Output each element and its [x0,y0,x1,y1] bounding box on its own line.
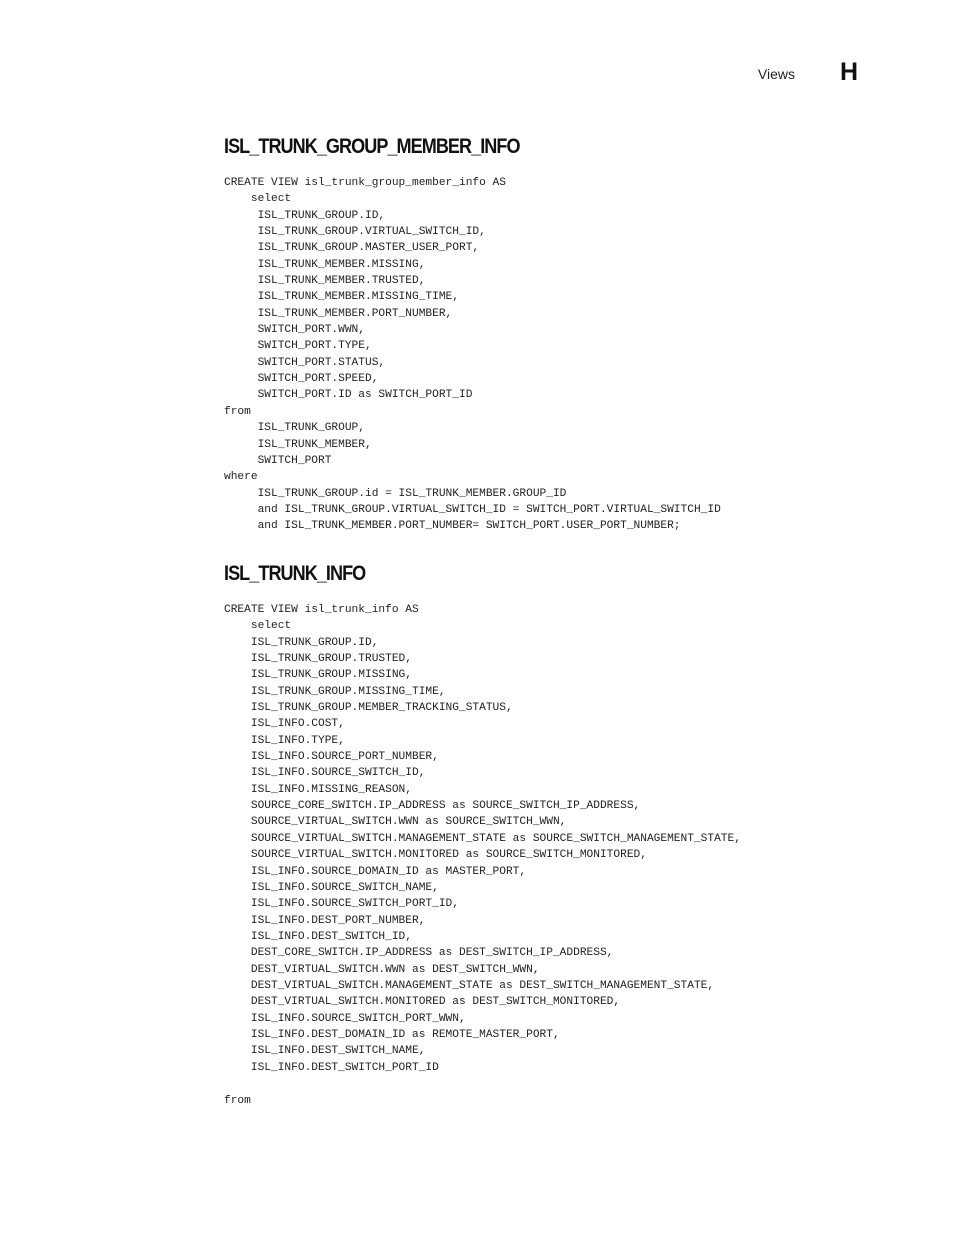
code-line: select [224,620,292,633]
code-line: SOURCE_VIRTUAL_SWITCH.MANAGEMENT_STATE as SOURCE_SWITCH_MANAGEMENT_STATE, [224,832,741,845]
code-line: SOURCE_VIRTUAL_SWITCH.WWN as SOURCE_SWITCH_WWN, [224,816,567,829]
code-line: ISL_TRUNK_MEMBER, [224,438,372,451]
code-line: DEST_VIRTUAL_SWITCH.WWN as DEST_SWITCH_WWN, [224,963,540,976]
code-line: ISL_INFO.MISSING_REASON, [224,783,412,796]
code-line: ISL_TRUNK_GROUP.TRUSTED, [224,653,412,666]
code-line: ISL_TRUNK_GROUP.MEMBER_TRACKING_STATUS, [224,702,513,715]
code-line: and ISL_TRUNK_GROUP.VIRTUAL_SWITCH_ID = SWITCH_PORT.VIRTUAL_SWITCH_ID [224,503,721,516]
code-line: SOURCE_VIRTUAL_SWITCH.MONITORED as SOURCE_SWITCH_MONITORED, [224,849,647,862]
code-line: ISL_INFO.DEST_DOMAIN_ID as REMOTE_MASTER_PORT, [224,1028,560,1041]
code-line: SWITCH_PORT.TYPE, [224,340,372,353]
code-line: and ISL_TRUNK_MEMBER.PORT_NUMBER= SWITCH_PORT.USER_PORT_NUMBER; [224,520,681,533]
code-line: DEST_VIRTUAL_SWITCH.MANAGEMENT_STATE as DEST_SWITCH_MANAGEMENT_STATE, [224,979,715,992]
code-line: ISL_INFO.SOURCE_SWITCH_PORT_ID, [224,898,459,911]
code-line: ISL_INFO.DEST_SWITCH_PORT_ID [224,1061,439,1074]
code-line: SWITCH_PORT.STATUS, [224,356,386,369]
code-line: ISL_INFO.SOURCE_DOMAIN_ID as MASTER_PORT, [224,865,527,878]
page-header [558,58,858,88]
code-line: ISL_INFO.DEST_SWITCH_NAME, [224,1045,426,1058]
section-heading-isl-trunk-group-member-info: ISL_TRUNK_GROUP_MEMBER_INFO [224,135,520,158]
code-line: ISL_INFO.SOURCE_SWITCH_NAME, [224,881,439,894]
code-line: ISL_INFO.SOURCE_SWITCH_PORT_WWN, [224,1012,466,1025]
section-heading-isl-trunk-info: ISL_TRUNK_INFO [224,562,366,585]
code-line: where [224,471,258,484]
code-line: ISL_TRUNK_GROUP.MISSING, [224,669,412,682]
code-line: SWITCH_PORT.SPEED, [224,373,379,386]
code-line: ISL_INFO.SOURCE_SWITCH_ID, [224,767,426,780]
code-line: DEST_VIRTUAL_SWITCH.MONITORED as DEST_SWITCH_MONITORED, [224,996,621,1009]
code-trailing-from: from [224,1095,251,1107]
code-line: ISL_INFO.SOURCE_PORT_NUMBER, [224,751,439,764]
appendix-letter: H [839,58,858,86]
code-line: ISL_TRUNK_MEMBER.MISSING_TIME, [224,291,459,304]
code-block-isl-trunk-info [224,602,741,1076]
code-block-isl-trunk-group-member-info [224,175,721,535]
code-line: ISL_TRUNK_GROUP, [224,422,365,435]
code-line: ISL_INFO.TYPE, [224,734,345,747]
code-line: ISL_INFO.DEST_SWITCH_ID, [224,930,412,943]
code-line: ISL_TRUNK_MEMBER.PORT_NUMBER, [224,307,453,320]
code-line: ISL_INFO.COST, [224,718,345,731]
code-line: from [224,405,251,418]
code-line: DEST_CORE_SWITCH.IP_ADDRESS as DEST_SWITCH_IP_ADDRESS, [224,947,614,960]
code-line: SWITCH_PORT.ID as SWITCH_PORT_ID [224,389,473,402]
code-line: CREATE VIEW isl_trunk_group_member_info AS [224,177,506,189]
code-line: ISL_TRUNK_GROUP.VIRTUAL_SWITCH_ID, [224,226,486,239]
code-line: SOURCE_CORE_SWITCH.IP_ADDRESS as SOURCE_SWITCH_IP_ADDRESS, [224,800,641,813]
code-line: ISL_INFO.DEST_PORT_NUMBER, [224,914,426,927]
code-line: ISL_TRUNK_GROUP.id = ISL_TRUNK_MEMBER.GROUP_ID [224,487,567,500]
code-line: CREATE VIEW isl_trunk_info AS [224,604,419,616]
code-line: select [224,193,292,206]
code-line: SWITCH_PORT.WWN, [224,324,365,337]
header-section-title: Views [757,66,795,82]
code-line: ISL_TRUNK_MEMBER.MISSING, [224,258,426,271]
code-line: ISL_TRUNK_GROUP.ID, [224,209,386,222]
code-line: ISL_TRUNK_GROUP.ID, [224,636,379,649]
code-line: ISL_TRUNK_GROUP.MISSING_TIME, [224,685,446,698]
code-line: SWITCH_PORT [224,454,332,467]
code-line: ISL_TRUNK_GROUP.MASTER_USER_PORT, [224,242,480,255]
code-line: ISL_TRUNK_MEMBER.TRUSTED, [224,275,426,288]
